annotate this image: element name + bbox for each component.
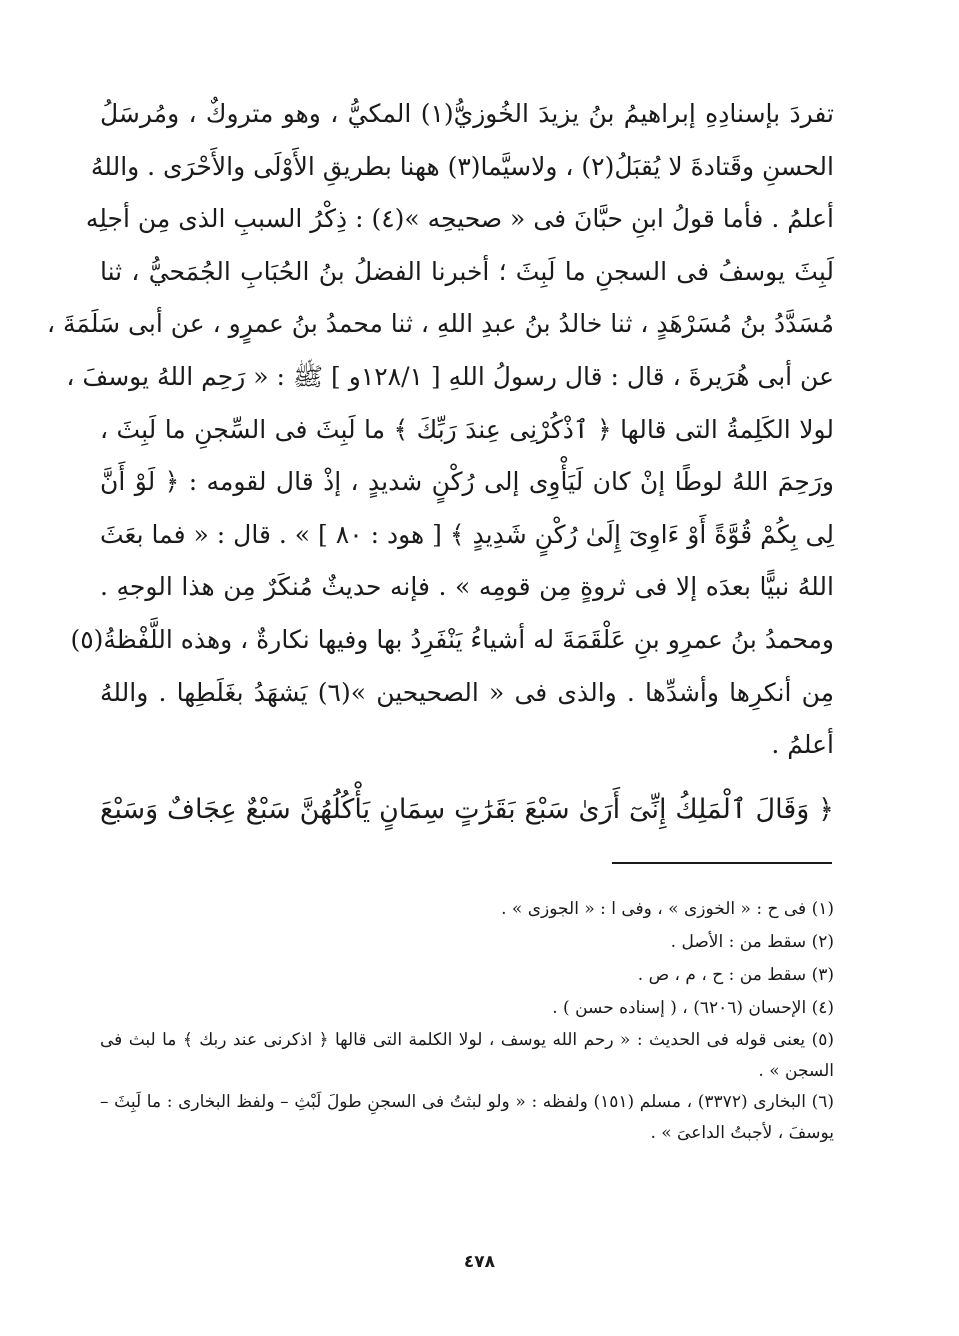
body-line: الحسنِ وقَتادةَ لا يُقبَلُ(٢) ، ولاسيَّما(٣) ههنا بطريقِ الأَوْلَى والأَحْرَى . واللهُ <box>90 151 834 181</box>
footnotes <box>100 893 834 1149</box>
body-line: مُسَدَّدُ بنُ مُسَرْهَدٍ ، ثنا خالدُ بنُ عبدِ اللهِ ، ثنا محمدُ بنُ عمرٍو ، عن أبى سَلَمَةَ ، <box>46 309 834 339</box>
footnote: (٢) سقط من : الأصل . <box>670 932 834 952</box>
page-number: ٤٧٨ <box>463 1252 496 1272</box>
footnote: (٣) سقط من : ح ، م ، ص . <box>637 965 834 985</box>
body-line: لِى بِكُمْ قُوَّةً أَوْ ءَاوِىٓ إِلَىٰ رُكْنٍ شَدِيدٍ ﴾ [ هود : ٨٠ ] » . قال : « فما بعَثَ <box>100 519 835 549</box>
footnote-separator <box>612 862 832 864</box>
body-line: لَبِثَ يوسفُ فى السجنِ ما لَبِثَ ؛ أخبرنا الفضلُ بنُ الحُبَابِ الجُمَحيُّ ، ثنا <box>100 256 834 286</box>
body-line: أعلمُ . <box>771 730 834 760</box>
body-line: مِن أنكرِها وأشدِّها . والذى فى « الصحيحين »(٦) يَشهَدُ بغَلَطِها . واللهُ <box>100 677 834 707</box>
body-line: ورَحِمَ اللهُ لوطًا إنْ كان لَيَأْوِى إلى رُكْنٍ شديدٍ ، إذْ قال لقومه : ﴿ لَوْ أَنَّ <box>100 467 834 497</box>
footnote: (٤) الإحسان (٦٢٠٦) ، ( إسناده حسن ) . <box>552 998 834 1018</box>
quran-verse: ﴿ وَقَالَ ٱلْمَلِكُ إِنِّىٓ أَرَىٰ سَبْعَ بَقَرَٰتٍ سِمَانٍ يَأْكُلُهُنَّ سَبْعٌ عِجَافٌ وَسَبْعَ <box>100 794 834 825</box>
footnote: (٦) البخارى (٣٣٧٢) ، مسلم (١٥١) ولفظه : « ولو لبثتُ فى السجنِ طولَ لَبْثِ – ولفظ البخارى : ما لَبِثَ – يوسفَ ، لأجبتُ الداعىَ » . <box>100 1092 834 1143</box>
body-line: عن أبى هُرَيرةَ ، قال : قال رسولُ اللهِ [ ١٢٨/١و ] ﷺ : « رَحِم اللهُ يوسفَ ، <box>66 361 834 391</box>
body-line: لولا الكَلِمةُ التى قالها ﴿ ٱذْكُرْنِى عِندَ رَبِّكَ ﴾ ما لَبِثَ فى السِّجنِ ما لَبِثَ ، <box>100 414 834 444</box>
body-line: أعلمُ . فأما قولُ ابنِ حبَّانَ فى « صحيحِه »(٤) : ذِكْرُ السببِ الذى مِن أجلِه <box>85 204 834 234</box>
body-line: ومحمدُ بنُ عمرِو بنِ عَلْقَمَةَ له أشياءُ يَنْفَرِدُ بها وفيها نكارةٌ ، وهذه اللَّفْظةُ(٥) <box>70 624 834 654</box>
body-line: تفردَ بإسنادِهِ إبراهيمُ بنُ يزيدَ الخُوزيُّ(١) المكيُّ ، وهو متروكٌ ، ومُرسَلُ <box>100 99 834 128</box>
footnote: (١) فى ح : « الخوزى » ، وفى ا : « الجوزى » . <box>501 899 834 919</box>
body-line: اللهُ نبيًّا بعدَه إلا فى ثروةٍ مِن قومِه » . فإنه حديثٌ مُنكَرٌ مِن هذا الوجهِ . <box>100 572 834 602</box>
footnote: (٥) يعنى قوله فى الحديث : « رحم الله يوسف ، لولا الكلمة التى قالها ﴿ اذكرنى عند ربك ﴾ ما لبث فى السجن » . <box>100 1030 834 1081</box>
main-body-text <box>46 88 835 772</box>
